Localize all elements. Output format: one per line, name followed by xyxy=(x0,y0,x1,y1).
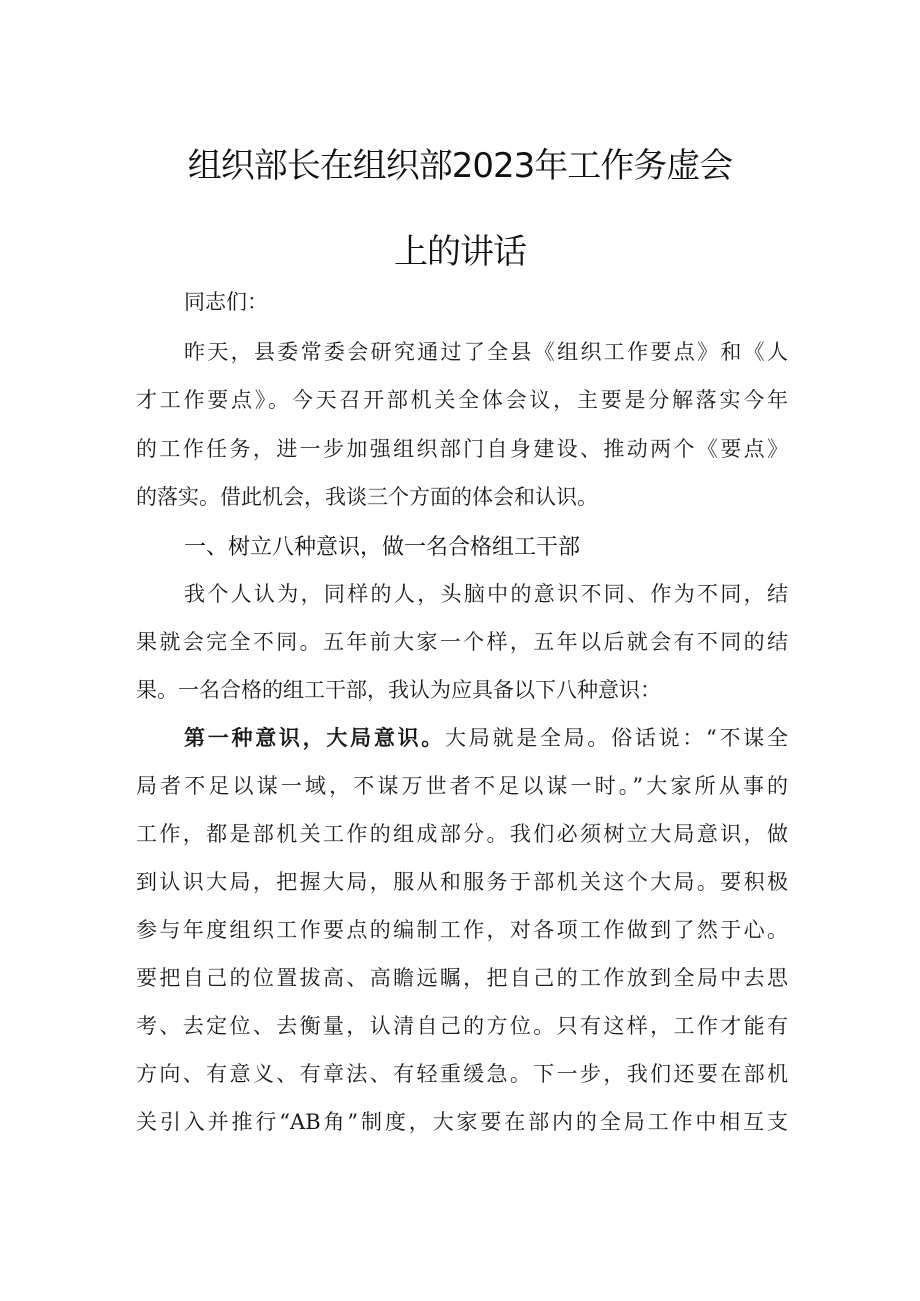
salutation: 同志们： xyxy=(184,290,268,314)
paragraph-line: 工作，都是部机关工作的组成部分。我们必须树立大局意识，做 xyxy=(136,822,788,846)
paragraph-line: 我个人认为，同样的人，头脑中的意识不同、作为不同，结 xyxy=(184,582,788,606)
section-heading: 一、树立八种意识，做一名合格组工干部 xyxy=(184,535,581,560)
paragraph-line: 果。一名合格的组工干部，我认为应具备以下八种意识： xyxy=(136,678,661,702)
paragraph-line: 要把自己的位置拔高、高瞻远瞩，把自己的工作放到全局中去思 xyxy=(136,966,788,990)
paragraph-line: 关引入并推行“AB角”制度，大家要在部内的全局工作中相互支 xyxy=(136,1110,788,1134)
paragraph-line: 考、去定位、去衡量，认清自己的方位。只有这样，工作才能有 xyxy=(136,1014,788,1038)
intro-line: 的落实。借此机会，我谈三个方面的体会和认识。 xyxy=(136,485,598,509)
intro-line: 才工作要点》。今天召开部机关全体会议，主要是分解落实今年 xyxy=(136,388,788,412)
paragraph-line: 到认识大局，把握大局，服从和服务于部机关这个大局。要积极 xyxy=(136,870,788,894)
intro-line: 的工作任务，进一步加强组织部门自身建设、推动两个《要点》 xyxy=(136,437,788,461)
intro-line: 昨天，县委常委会研究通过了全县《组织工作要点》和《人 xyxy=(184,340,788,364)
document-title-line2: 上的讲话 xyxy=(394,232,526,272)
awareness-lead: 第一种意识，大局意识。 xyxy=(184,725,446,750)
awareness-paragraph-first-line xyxy=(184,722,788,752)
paragraph-line: 果就会完全不同。五年前大家一个样，五年以后就会有不同的结 xyxy=(136,630,788,654)
paragraph-line: 参与年度组织工作要点的编制工作，对各项工作做到了然于心。 xyxy=(136,918,788,942)
paragraph-line: 方向、有意义、有章法、有轻重缓急。下一步，我们还要在部机 xyxy=(136,1062,788,1086)
awareness-text: 大局就是全局。俗话说：“不谋全 xyxy=(445,726,788,750)
paragraph-line: 局者不足以谋一域，不谋万世者不足以谋一时。”大家所从事的 xyxy=(136,774,788,798)
document-title-line1: 组织部长在组织部2023年工作务虚会 xyxy=(187,146,733,186)
